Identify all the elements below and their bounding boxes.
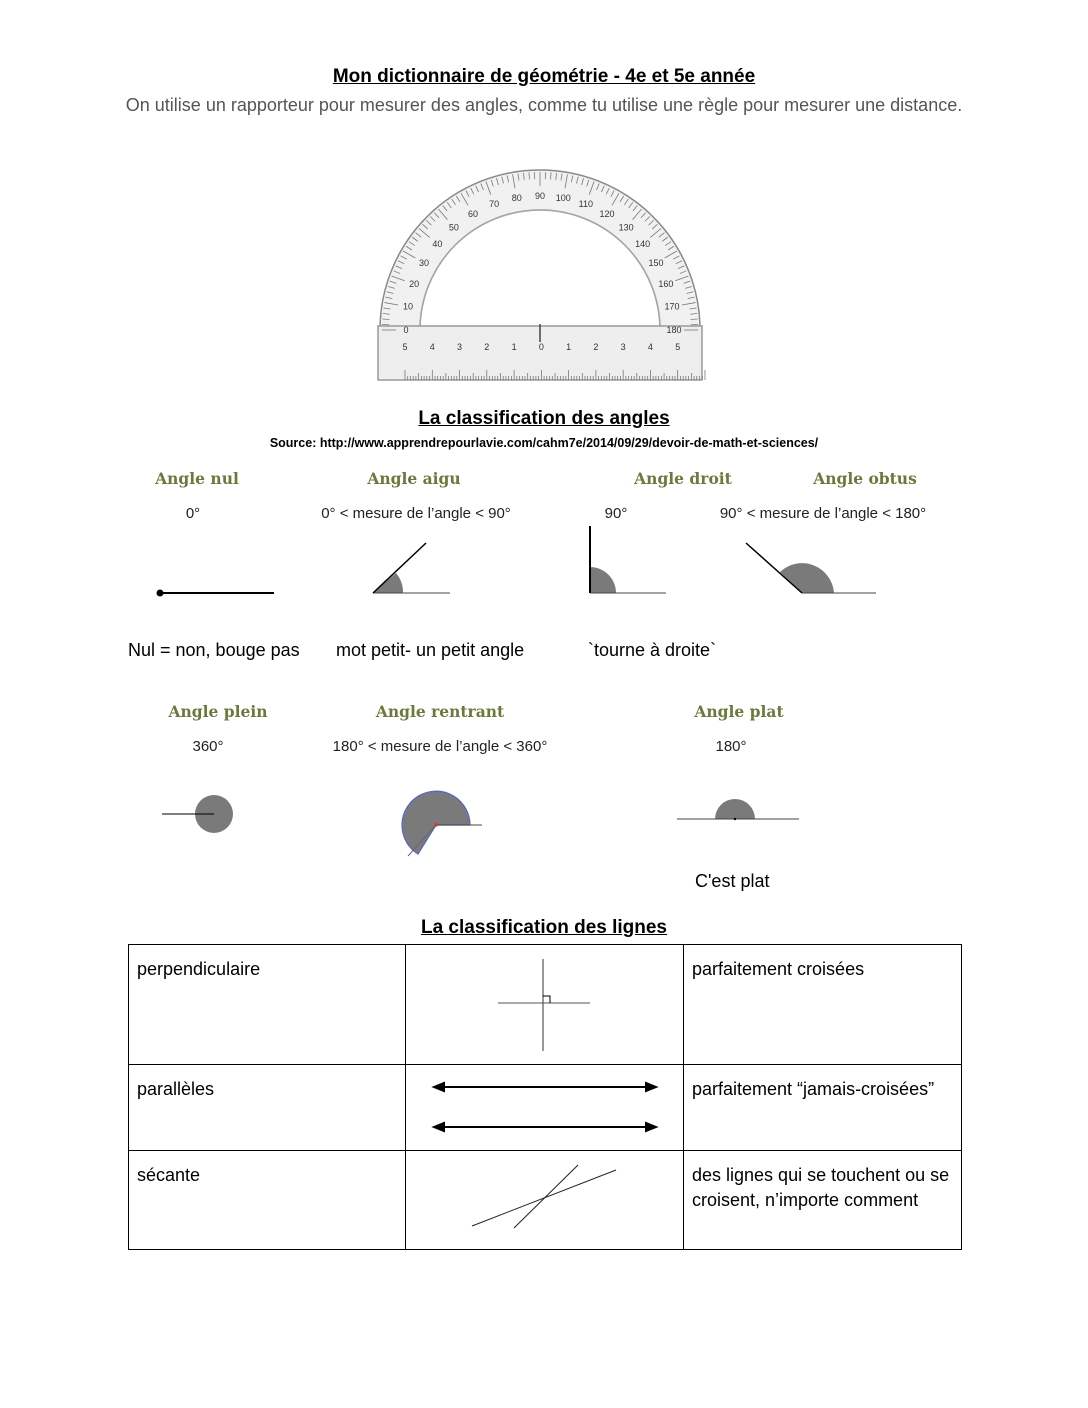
angle-nul-name: Angle nul bbox=[155, 469, 239, 488]
angle-obtus-name: Angle obtus bbox=[813, 469, 917, 488]
perpendicular-lines-diagram bbox=[406, 945, 684, 1065]
protractor-tick-label: 160 bbox=[658, 279, 674, 290]
ruler-tick-label: 2 bbox=[484, 342, 490, 352]
angle-nul-diagram bbox=[150, 580, 280, 604]
term-perpendiculaire: perpendiculaire bbox=[129, 945, 406, 1065]
protractor-tick-label: 150 bbox=[648, 258, 664, 268]
angle-rentrant-diagram bbox=[398, 788, 486, 858]
definition-secante: des lignes qui se touchent ou se croisent, n’importe comment bbox=[684, 1151, 962, 1250]
term-paralleles: parallèles bbox=[129, 1065, 406, 1151]
angle-rentrant-name: Angle rentrant bbox=[375, 702, 505, 721]
angle-droit-diagram bbox=[584, 520, 674, 600]
protractor-tick-label: 130 bbox=[618, 222, 634, 233]
definition-paralleles: parfaitement “jamais-croisées” bbox=[684, 1065, 962, 1151]
protractor-illustration bbox=[370, 162, 710, 384]
table-row bbox=[129, 1065, 962, 1151]
ruler-tick-label: 5 bbox=[402, 342, 408, 352]
angle-plat-measure: 180° bbox=[715, 738, 747, 755]
ruler-tick-label: 3 bbox=[620, 342, 626, 352]
protractor-tick-label: 120 bbox=[599, 208, 615, 219]
ruler-tick-label: 3 bbox=[457, 342, 463, 352]
protractor-tick-label: 140 bbox=[635, 238, 651, 249]
ruler-tick-label: 1 bbox=[566, 342, 572, 352]
ruler-tick-label: 0 bbox=[538, 342, 544, 352]
table-row bbox=[129, 945, 962, 1065]
angle-obtus-measure: 90° < mesure de l’angle < 180° bbox=[719, 505, 927, 522]
page-title: Mon dictionnaire de géométrie - 4e et 5e année bbox=[332, 66, 756, 87]
protractor-tick-label: 180 bbox=[666, 325, 682, 335]
angle-plein-name: Angle plein bbox=[168, 702, 268, 721]
protractor-tick-label: 50 bbox=[448, 222, 459, 233]
protractor-tick-label: 80 bbox=[511, 193, 522, 204]
protractor-tick-label: 20 bbox=[409, 279, 420, 290]
angle-aigu-measure: 0° < mesure de l’angle < 90° bbox=[321, 505, 511, 522]
angle-droit-name: Angle droit bbox=[634, 469, 732, 488]
protractor-tick-label: 30 bbox=[418, 258, 429, 268]
source-text: Source: http://www.apprendrepourlavie.com/cahm7e/2014/09/29/devoir-de-math-et-sciences/ bbox=[269, 436, 819, 450]
protractor-tick-label: 10 bbox=[403, 301, 414, 312]
protractor-tick-label: 90 bbox=[534, 191, 546, 201]
note-aigu: mot petit- un petit angle bbox=[336, 640, 525, 660]
protractor-tick-label: 100 bbox=[555, 193, 571, 204]
intro-text: On utilise un rapporteur pour mesurer des angles, comme tu utilise une règle pour mesurer une distance. bbox=[125, 95, 963, 115]
definition-perpendiculaire: parfaitement croisées bbox=[684, 945, 962, 1065]
ruler-tick-label: 4 bbox=[429, 342, 435, 352]
parallel-lines-diagram bbox=[406, 1065, 684, 1151]
protractor-tick-label: 70 bbox=[489, 199, 500, 210]
note-droit: `tourne à droite` bbox=[588, 640, 717, 660]
protractor-tick-label: 60 bbox=[467, 208, 479, 219]
angle-rentrant-measure: 180° < mesure de l’angle < 360° bbox=[332, 738, 548, 755]
ruler-tick-label: 2 bbox=[593, 342, 599, 352]
angle-plein-measure: 360° bbox=[192, 738, 224, 755]
angle-aigu-name: Angle aigu bbox=[367, 469, 461, 488]
lines-section-title: La classification des lignes bbox=[420, 917, 668, 938]
note-nul: Nul = non, bouge pas bbox=[128, 640, 300, 660]
ruler-tick-label: 4 bbox=[647, 342, 653, 352]
secant-lines-diagram bbox=[406, 1151, 684, 1250]
angle-plein-diagram bbox=[158, 792, 240, 836]
protractor-tick-label: 0 bbox=[403, 325, 409, 335]
ruler-tick-label: 1 bbox=[511, 342, 517, 352]
lines-table bbox=[128, 944, 962, 1250]
angle-plat-diagram bbox=[675, 795, 803, 825]
angle-droit-measure: 90° bbox=[604, 505, 628, 522]
angle-obtus-diagram bbox=[740, 538, 882, 600]
protractor-tick-label: 40 bbox=[432, 238, 443, 249]
term-secante: sécante bbox=[129, 1151, 406, 1250]
angle-nul-measure: 0° bbox=[185, 505, 201, 522]
table-row bbox=[129, 1151, 962, 1250]
ruler-tick-label: 5 bbox=[675, 342, 681, 352]
angle-plat-name: Angle plat bbox=[694, 702, 784, 721]
angles-section-title: La classification des angles bbox=[418, 408, 670, 429]
note-plat: C'est plat bbox=[695, 871, 770, 891]
protractor-tick-label: 110 bbox=[578, 199, 594, 210]
protractor-tick-label: 170 bbox=[664, 301, 680, 312]
angle-aigu-diagram bbox=[368, 538, 458, 600]
